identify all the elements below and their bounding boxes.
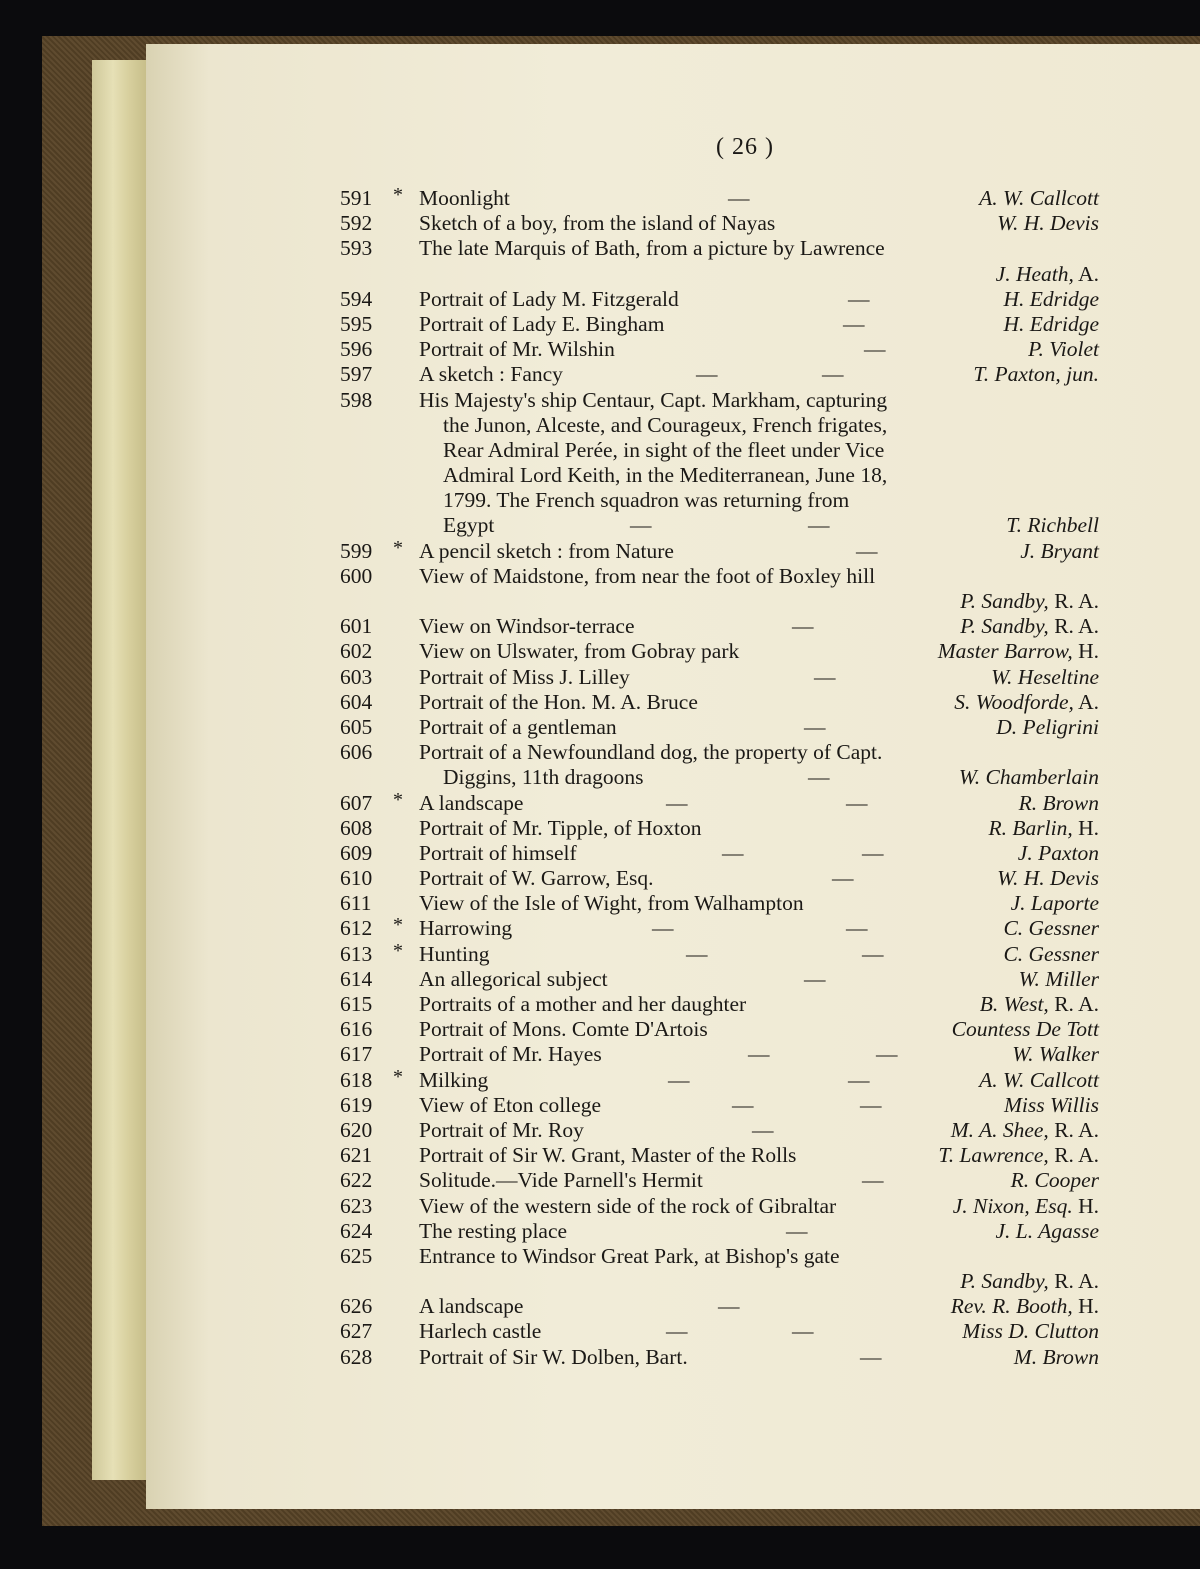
entry-number: 616 — [340, 1017, 373, 1042]
list-item — [0, 1294, 1200, 1319]
list-item — [0, 1065, 1200, 1093]
dash: — — [748, 1042, 770, 1067]
dash: — — [864, 337, 886, 362]
entry-number: 610 — [340, 866, 373, 891]
entry-artist: H. Edridge — [1003, 286, 1099, 311]
entry-number: 595 — [340, 311, 373, 336]
dash: — — [848, 1067, 870, 1092]
entry-title: Portrait of W. Garrow, Esq. — [419, 866, 654, 891]
entry-artist: B. West, R. A. — [979, 992, 1099, 1016]
entry-artist: J. Nixon, Esq. H. — [952, 1193, 1099, 1218]
star-mark: * — [393, 914, 403, 937]
entry-title: Harrowing — [419, 916, 513, 941]
entry-number: 627 — [340, 1319, 373, 1344]
dash: — — [832, 866, 854, 891]
list-item — [0, 866, 1200, 891]
page-number: ( 26 ) — [716, 134, 774, 160]
dash: — — [808, 513, 830, 538]
list-item — [0, 1118, 1200, 1143]
dash: — — [860, 1092, 882, 1117]
entry-artist: J. L. Agasse — [995, 1218, 1099, 1243]
dash: — — [786, 1218, 808, 1243]
entry-title-continued: Admiral Lord Keith, in the Mediterranean, June 18, — [443, 463, 888, 488]
entry-number: 592 — [340, 211, 373, 236]
dash: — — [822, 362, 844, 387]
entry-number: 611 — [340, 891, 372, 916]
entry-number: 619 — [340, 1092, 373, 1117]
list-item — [0, 438, 1200, 463]
entry-title-continued: the Junon, Alceste, and Courageux, French frigates, — [443, 412, 888, 437]
dash: — — [814, 664, 836, 689]
entry-artist: M. A. Shee, R. A. — [950, 1117, 1099, 1142]
dash: — — [862, 941, 884, 966]
entry-artist: C. Gessner — [1003, 941, 1099, 966]
entry-title: Portrait of Mons. Comte D'Artois — [419, 1017, 708, 1042]
entry-number: 608 — [340, 815, 373, 840]
entry-number: 603 — [340, 664, 373, 689]
dash: — — [732, 1092, 754, 1117]
dash: — — [843, 311, 865, 336]
list-item — [0, 1017, 1200, 1042]
list-item — [0, 1269, 1200, 1294]
list-item — [0, 665, 1200, 690]
entry-title: Portrait of a gentleman — [419, 714, 617, 739]
list-item — [0, 841, 1200, 866]
entry-number: 621 — [340, 1143, 373, 1168]
dash: — — [666, 1319, 688, 1344]
entry-number: 622 — [340, 1168, 373, 1193]
entry-title: View of Maidstone, from near the foot of Boxley hill — [419, 563, 876, 588]
entry-artist: R. Cooper — [1010, 1168, 1099, 1193]
entry-title-continued: 1799. The French squadron was returning from — [443, 488, 850, 513]
entry-number: 614 — [340, 966, 373, 991]
list-item — [0, 1345, 1200, 1370]
list-item — [0, 388, 1200, 413]
list-item — [0, 287, 1200, 312]
entry-title: Portrait of Mr. Roy — [419, 1117, 584, 1142]
star-mark: * — [393, 939, 403, 962]
dash: — — [860, 1344, 882, 1369]
dash: — — [792, 614, 814, 639]
entry-title: Harlech castle — [419, 1319, 542, 1344]
dash: — — [848, 286, 870, 311]
entry-number: 599 — [340, 538, 373, 563]
list-item — [0, 690, 1200, 715]
entry-title: The resting place — [419, 1218, 568, 1243]
entry-artist: P. Sandby, R. A. — [960, 1269, 1099, 1294]
entry-title: Portrait of the Hon. M. A. Bruce — [419, 689, 698, 714]
list-item — [0, 992, 1200, 1017]
entry-artist: Miss D. Clutton — [962, 1319, 1099, 1344]
entry-title: View of the western side of the rock of Gibraltar — [419, 1193, 837, 1218]
entry-number: 591 — [340, 186, 373, 210]
entry-artist: Countess De Tott — [951, 1017, 1099, 1042]
entry-title: Portrait of Sir W. Grant, Master of the Rolls — [419, 1143, 797, 1168]
entry-title-continued: Diggins, 11th dragoons — [443, 765, 644, 790]
entry-number: 618 — [340, 1067, 373, 1092]
entry-number: 607 — [340, 790, 373, 815]
entry-artist: Rev. R. Booth, H. — [950, 1294, 1099, 1319]
entry-title: Hunting — [419, 941, 490, 966]
list-item — [0, 463, 1200, 488]
entry-artist: W. Chamberlain — [958, 765, 1099, 790]
entry-number: 598 — [340, 387, 373, 412]
entry-artist: W. Walker — [1012, 1042, 1099, 1067]
entry-title: The late Marquis of Bath, from a picture by Lawrence — [419, 236, 885, 261]
list-item — [0, 939, 1200, 967]
dash: — — [856, 538, 878, 563]
list-item — [0, 513, 1200, 538]
entry-title: Portrait of Lady M. Fitzgerald — [419, 286, 679, 311]
list-item — [0, 1244, 1200, 1269]
list-item — [0, 1042, 1200, 1067]
dash: — — [876, 1042, 898, 1067]
entry-artist: P. Sandby, R. A. — [960, 614, 1099, 639]
entry-number: 628 — [340, 1344, 373, 1369]
dash: — — [808, 765, 830, 790]
entry-title: Portrait of Mr. Hayes — [419, 1042, 602, 1067]
list-item — [0, 536, 1200, 564]
entry-number: 601 — [340, 614, 373, 639]
dash: — — [804, 966, 826, 991]
entry-title: View of Eton college — [419, 1092, 601, 1117]
entry-title: Portrait of Sir W. Dolben, Bart. — [419, 1344, 688, 1369]
dash: — — [862, 840, 884, 865]
list-item — [0, 740, 1200, 765]
entry-title: Portrait of Miss J. Lilley — [419, 664, 630, 689]
star-mark: * — [393, 536, 403, 559]
entry-artist: P. Sandby, R. A. — [960, 589, 1099, 613]
dash: — — [722, 840, 744, 865]
entry-number: 605 — [340, 714, 373, 739]
list-item — [0, 715, 1200, 740]
dash: — — [862, 1168, 884, 1193]
entry-title: Portraits of a mother and her daughter — [419, 992, 747, 1016]
entry-title: A landscape — [419, 790, 524, 815]
list-item — [0, 639, 1200, 664]
dash: — — [792, 1319, 814, 1344]
list-item — [0, 816, 1200, 841]
list-item — [0, 788, 1200, 816]
entry-artist: H. Edridge — [1003, 311, 1099, 336]
entry-artist: J. Bryant — [1020, 538, 1099, 563]
entry-number: 613 — [340, 941, 373, 966]
entry-number: 624 — [340, 1218, 373, 1243]
entry-number: 593 — [340, 236, 373, 261]
entry-number: 596 — [340, 337, 373, 362]
catalogue-entries — [0, 186, 1200, 1370]
entry-title: A sketch : Fancy — [419, 362, 563, 387]
entry-title: View on Windsor-terrace — [419, 614, 635, 639]
entry-artist: R. Barlin, H. — [988, 815, 1099, 840]
entry-number: 602 — [340, 639, 373, 664]
list-item — [0, 1143, 1200, 1168]
dash: — — [718, 1294, 740, 1319]
entry-title-continued: Egypt — [443, 513, 495, 538]
dash: — — [668, 1067, 690, 1092]
dash: — — [846, 790, 868, 815]
list-item — [0, 589, 1200, 614]
entry-artist: T. Richbell — [1006, 513, 1099, 538]
entry-artist: J. Paxton — [1017, 840, 1099, 865]
entry-title: Portrait of himself — [419, 840, 577, 865]
dash: — — [666, 790, 688, 815]
list-item — [0, 236, 1200, 261]
list-item — [0, 891, 1200, 916]
list-item — [0, 312, 1200, 337]
list-item — [0, 916, 1200, 941]
entry-number: 594 — [340, 286, 373, 311]
entry-artist: Miss Willis — [1004, 1092, 1099, 1117]
list-item — [0, 337, 1200, 362]
dash: — — [804, 714, 826, 739]
entry-title: His Majesty's ship Centaur, Capt. Markham, capturing — [419, 387, 888, 412]
entry-number: 604 — [340, 689, 373, 714]
dash: — — [752, 1117, 774, 1142]
list-item — [0, 211, 1200, 236]
entry-number: 626 — [340, 1294, 373, 1319]
entry-artist: W. Heseltine — [991, 664, 1099, 689]
dash: — — [686, 941, 708, 966]
entry-artist: A. W. Callcott — [979, 1067, 1099, 1092]
entry-artist: W. H. Devis — [997, 211, 1099, 236]
entry-title: A pencil sketch : from Nature — [419, 538, 674, 563]
dash: — — [652, 916, 674, 941]
entry-artist: C. Gessner — [1003, 916, 1099, 941]
list-item — [0, 362, 1200, 387]
entry-title: Solitude.—Vide Parnell's Hermit — [419, 1168, 703, 1193]
entry-title: Moonlight — [419, 186, 510, 210]
entry-title: View of the Isle of Wight, from Walhampton — [419, 891, 804, 916]
entry-number: 617 — [340, 1042, 373, 1067]
entry-artist: S. Woodforde, A. — [954, 689, 1099, 714]
list-item — [0, 1168, 1200, 1193]
list-item — [0, 614, 1200, 639]
entry-title: Portrait of a Newfoundland dog, the property of Capt. — [419, 740, 883, 765]
dash: — — [696, 362, 718, 387]
dash: — — [728, 186, 750, 210]
entry-number: 625 — [340, 1243, 373, 1268]
entry-number: 623 — [340, 1193, 373, 1218]
entry-title: Portrait of Mr. Tipple, of Hoxton — [419, 815, 702, 840]
entry-artist: Master Barrow, H. — [937, 639, 1099, 664]
list-item — [0, 413, 1200, 438]
entry-artist: J. Heath, A. — [995, 261, 1099, 286]
entry-title: Portrait of Lady E. Bingham — [419, 311, 665, 336]
dash: — — [846, 916, 868, 941]
dash: — — [630, 513, 652, 538]
entry-artist: J. Laporte — [1010, 891, 1099, 916]
list-item — [0, 488, 1200, 513]
entry-artist: P. Violet — [1028, 337, 1099, 362]
list-item — [0, 967, 1200, 992]
list-item — [0, 1194, 1200, 1219]
entry-artist: M. Brown — [1013, 1344, 1099, 1369]
entry-number: 609 — [340, 840, 373, 865]
entry-artist: W. Miller — [1018, 966, 1099, 991]
entry-number: 606 — [340, 740, 373, 765]
entry-artist: D. Peligrini — [996, 714, 1099, 739]
entry-title: Milking — [419, 1067, 489, 1092]
entry-number: 600 — [340, 563, 373, 588]
entry-title: Portrait of Mr. Wilshin — [419, 337, 615, 362]
entry-title: View on Ulswater, from Gobray park — [419, 639, 740, 664]
star-mark: * — [393, 1065, 403, 1088]
entry-artist: A. W. Callcott — [979, 186, 1099, 210]
entry-title: A landscape — [419, 1294, 524, 1319]
entry-title: Sketch of a boy, from the island of Nayas — [419, 211, 776, 236]
entry-title: An allegorical subject — [419, 966, 608, 991]
entry-title-continued: Rear Admiral Perée, in sight of the fleet under Vice — [443, 437, 885, 462]
entry-title: Entrance to Windsor Great Park, at Bishop's gate — [419, 1243, 840, 1268]
list-item — [0, 186, 1200, 211]
list-item — [0, 1319, 1200, 1344]
list-item — [0, 1093, 1200, 1118]
entry-number: 615 — [340, 992, 373, 1016]
entry-artist: T. Lawrence, R. A. — [938, 1143, 1099, 1168]
list-item — [0, 1219, 1200, 1244]
entry-number: 597 — [340, 362, 373, 387]
entry-artist: W. H. Devis — [997, 866, 1099, 891]
star-mark: * — [393, 184, 403, 206]
star-mark: * — [393, 788, 403, 811]
entry-artist: T. Paxton, jun. — [973, 362, 1099, 387]
list-item — [0, 262, 1200, 287]
entry-artist: R. Brown — [1018, 790, 1099, 815]
list-item — [0, 564, 1200, 589]
list-item — [0, 765, 1200, 790]
entry-number: 612 — [340, 916, 373, 941]
entry-number: 620 — [340, 1117, 373, 1142]
